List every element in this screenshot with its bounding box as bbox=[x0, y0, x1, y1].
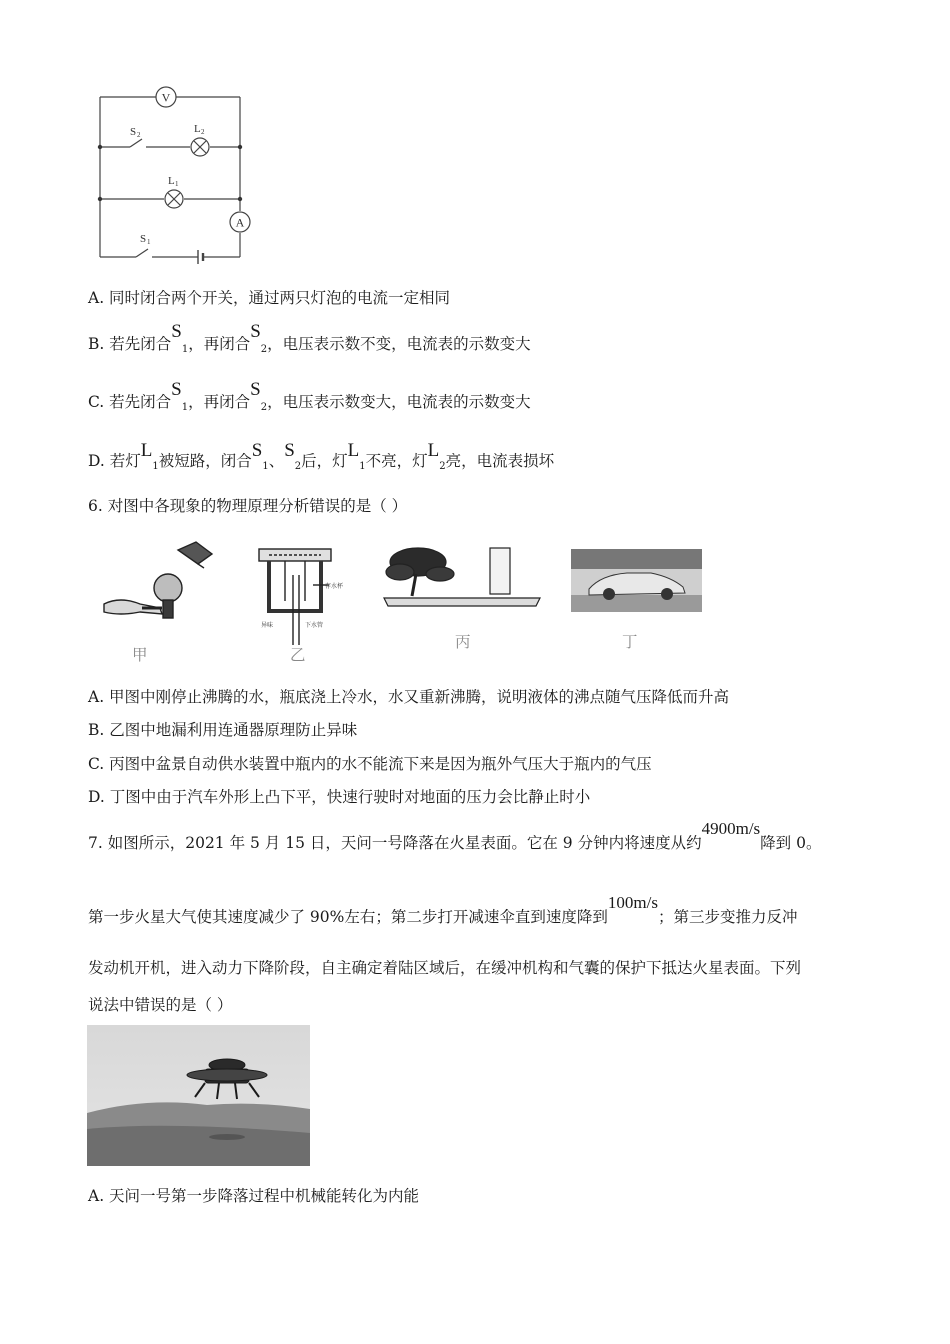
s2-label: S bbox=[130, 126, 137, 138]
svg-text:2: 2 bbox=[137, 131, 141, 139]
q7-option-a: A. 天问一号第一步降落过程中机械能转化为内能 bbox=[88, 1187, 420, 1205]
q6-option-a: A. 甲图中刚停止沸腾的水，瓶底浇上冷水，水又重新沸腾，说明液体的沸点随气压降低而升高 bbox=[88, 688, 730, 706]
caption-yi: 乙 bbox=[290, 646, 306, 664]
q6-stem: 6. 对图中各现象的物理原理分析错误的是（ ） bbox=[88, 497, 408, 515]
mars-lander-photo bbox=[87, 1025, 310, 1166]
l2-label: L bbox=[194, 123, 201, 135]
figure-jia-flask bbox=[100, 538, 230, 628]
drain-label-cup: 存水杯 bbox=[325, 583, 344, 590]
svg-text:1: 1 bbox=[175, 180, 179, 188]
q5-option-b: B. 若先闭合S1，再闭合S2，电压表示数不变，电流表的示数变大 bbox=[88, 321, 531, 355]
ammeter-label: A bbox=[235, 215, 245, 230]
q6-option-c: C. 丙图中盆景自动供水装置中瓶内的水不能流下来是因为瓶外气压大于瓶内的气压 bbox=[88, 755, 652, 773]
svg-text:2: 2 bbox=[201, 128, 205, 136]
figure-ding-car-photo bbox=[571, 549, 702, 612]
q7-line-1: 7. 如图所示，2021 年 5 月 15 日，天问一号降落在火星表面。它在 9 分钟内将速度从约4900m/s降到 0。 bbox=[88, 819, 822, 852]
q7-line-3: 发动机开机，进入动力下降阶段，自主确定着陆区域后，在缓冲机构和气囊的保护下抵达火星表面。下列 bbox=[88, 959, 802, 977]
figure-yi-floor-drain bbox=[255, 545, 345, 655]
drain-label-odor: 异味 bbox=[261, 622, 274, 629]
q7-line-4: 说法中错误的是（ ） bbox=[88, 996, 233, 1014]
figure-bing-bonsai bbox=[380, 540, 545, 615]
caption-ding: 丁 bbox=[622, 633, 638, 651]
q5-option-c: C. 若先闭合S1，再闭合S2，电压表示数变大，电流表的示数变大 bbox=[88, 379, 531, 413]
drain-label-pipe: 下水管 bbox=[305, 622, 324, 629]
caption-bing: 丙 bbox=[455, 633, 471, 651]
caption-jia: 甲 bbox=[132, 646, 148, 664]
q7-line-2: 第一步火星大气使其速度减少了 90%左右；第二步打开减速伞直到速度降到100m/s；第三步变推力反冲 bbox=[88, 893, 798, 926]
l1-label: L bbox=[168, 175, 175, 187]
q6-option-d: D. 丁图中由于汽车外形上凸下平，快速行驶时对地面的压力会比静止时小 bbox=[88, 788, 591, 806]
q5-option-d: D. 若灯L1被短路，闭合S1、S2后，灯L1不亮，灯L2亮，电流表损坏 bbox=[88, 440, 555, 472]
q6-option-b: B. 乙图中地漏利用连通器原理防止异味 bbox=[88, 721, 358, 739]
voltmeter-label: V bbox=[161, 90, 171, 105]
s1-label: S bbox=[140, 233, 147, 245]
svg-text:1: 1 bbox=[147, 238, 151, 246]
q5-option-a: A. 同时闭合两个开关，通过两只灯泡的电流一定相同 bbox=[88, 289, 451, 307]
circuit-diagram bbox=[90, 85, 270, 265]
